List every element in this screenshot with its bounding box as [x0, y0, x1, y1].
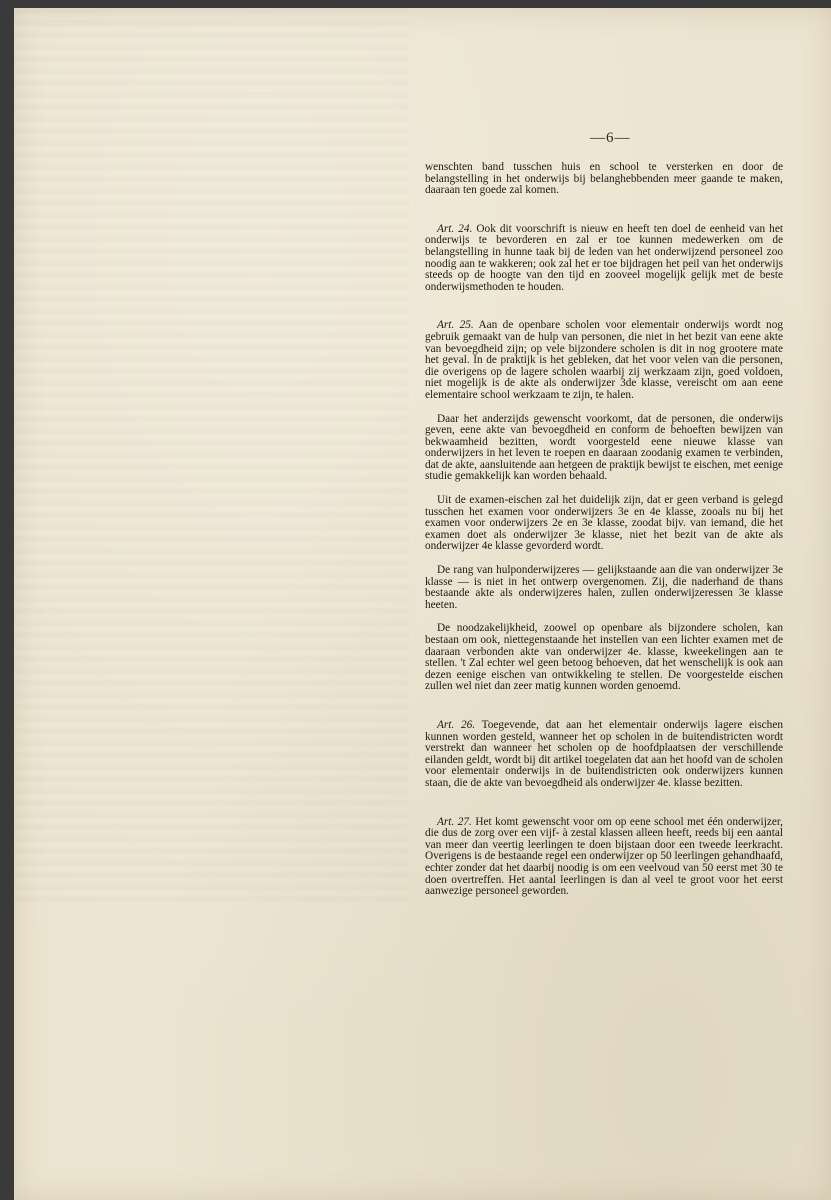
article-label: Art. 25. [437, 319, 474, 332]
paragraph-art-25-b: Daar het anderzijds gewenscht voorkomt, dat de personen, die onderwijs geven, eene akte van bevoegdheid en conform de behoeften bewijzen van bekwaamheid bezitten, wordt voorgesteld eene nieuwe klasse van onderwijzers in het leven te roepen en daaraan zoodanig examen te verbinden, dat de akte, aansluitende aan hetgeen de praktijk bewijst te eischen, met eenige studie gemakkelijk kan worden behaald. [425, 412, 783, 483]
paragraph-art-26: Art. 26. Toegevende, dat aan het elementair onderwijs lagere eischen kunnen worden gesteld, wanneer het op scholen in de buitendistricten wordt verstrekt dan wanneer het scholen op de hoofdplaatsen der verschillende eilanden geldt, wordt bij dit artikel toegelaten dat aan het hoofd van de scholen voor elementair onderwijs in de buitendistricten ook onderwijzers kunnen staan, die de akte van bevoegdheid als onderwijzer 4e. klasse bezitten. [425, 718, 783, 789]
paragraph-art-25-c: Uit de examen-eischen zal het duidelijk zijn, dat er geen verband is gelegd tusschen het examen voor onderwijzers 3e en 4e klasse, zooals nu bij het examen voor onderwijzers 2e en 3e klasse, zoodat bijv. van iemand, die het examen doet als onderwijzer 3e klasse, niet het bezit van de akte als onderwijzer 4e klasse gevorderd wordt. [425, 494, 783, 553]
paragraph-art-25-e: De noodzakelijkheid, zoowel op openbare als bijzondere scholen, kan bestaan om ook, niettegenstaande het instellen van een lichter examen met de daaraan verbonden akte van onderwijzer 4e. klasse, kweekelingen aan te stellen. 't Zal echter wel geen betoog behoeven, dat het wenschelijk is ook aan dezen eenige eischen van ontwikkeling te stellen. De voorgestelde eischen zullen wel niet dan zeer matig kunnen worden genoemd. [425, 622, 783, 693]
paragraph-art-27: Art. 27. Het komt gewenscht voor om op eene school met één onderwijzer, die dus de zorg over een vijf- à zestal klassen alleen heeft, reeds bij een aantal van meer dan veertig leerlingen te doen bijstaan door een tweede leerkracht. Overigens is de bestaande regel een onderwijzer op 50 leerlingen gehandhaafd, echter zonder dat het daarbij noodig is om een veelvoud van 50 eerst met 30 te doen overtreffen. Het aantal leerlingen is dan al veel te groot voor het eerst aanwezige personeel geworden. [425, 815, 783, 898]
paragraph-intro: wenschten band tusschen huis en school te versterken en door de belangstelling in het onderwijs bij belanghebbenden meer gaande te maken, daaraan ten goede zal komen. [425, 161, 783, 197]
document-body [425, 162, 783, 898]
article-label: Art. 27. [437, 815, 472, 828]
article-label: Art. 26. [437, 718, 476, 731]
paragraph-art-25-d: De rang van hulponderwijzeres — gelijkstaande aan die van onderwijzer 3e klasse — is niet in het ontwerp overgenomen. Zij, die naderhand de thans bestaande akte als onderwijzeres halen, zullen onderwijzeressen 3e klasse heeten. [425, 564, 783, 611]
paragraph-art-24: Art. 24. Ook dit voorschrift is nieuw en heeft ten doel de eenheid van het onderwijs te bevorderen en zal er toe kunnen medewerken om de belangstelling in hunne taak bij de leden van het onderwijzend personeel zoo noodig aan te wakkeren; ook zal het er toe bijdragen het peil van het onderwijs steeds op de hoogte van den tijd en zooveel mogelijk gelijk met de beste onderwijsmethoden te houden. [425, 222, 783, 293]
article-label: Art. 24. [437, 222, 473, 235]
paragraph-art-25: Art. 25. Aan de openbare scholen voor elementair onderwijs wordt nog gebruik gemaakt van de hulp van personen, die niet in het bezit van eene akte van bevoegdheid zijn; op vele bijzondere scholen is dit in nog grootere mate het geval. In de praktijk is het gebleken, dat het voor velen van die personen, die overigens op de lagere scholen waarbij zij werkzaam zijn, goed voldoen, niet mogelijk is de akte als onderwijzer 3de klasse, vereischt om aan eene elementaire school werkzaam te zijn, te halen. [425, 319, 783, 401]
page-number: —6— [590, 130, 631, 146]
